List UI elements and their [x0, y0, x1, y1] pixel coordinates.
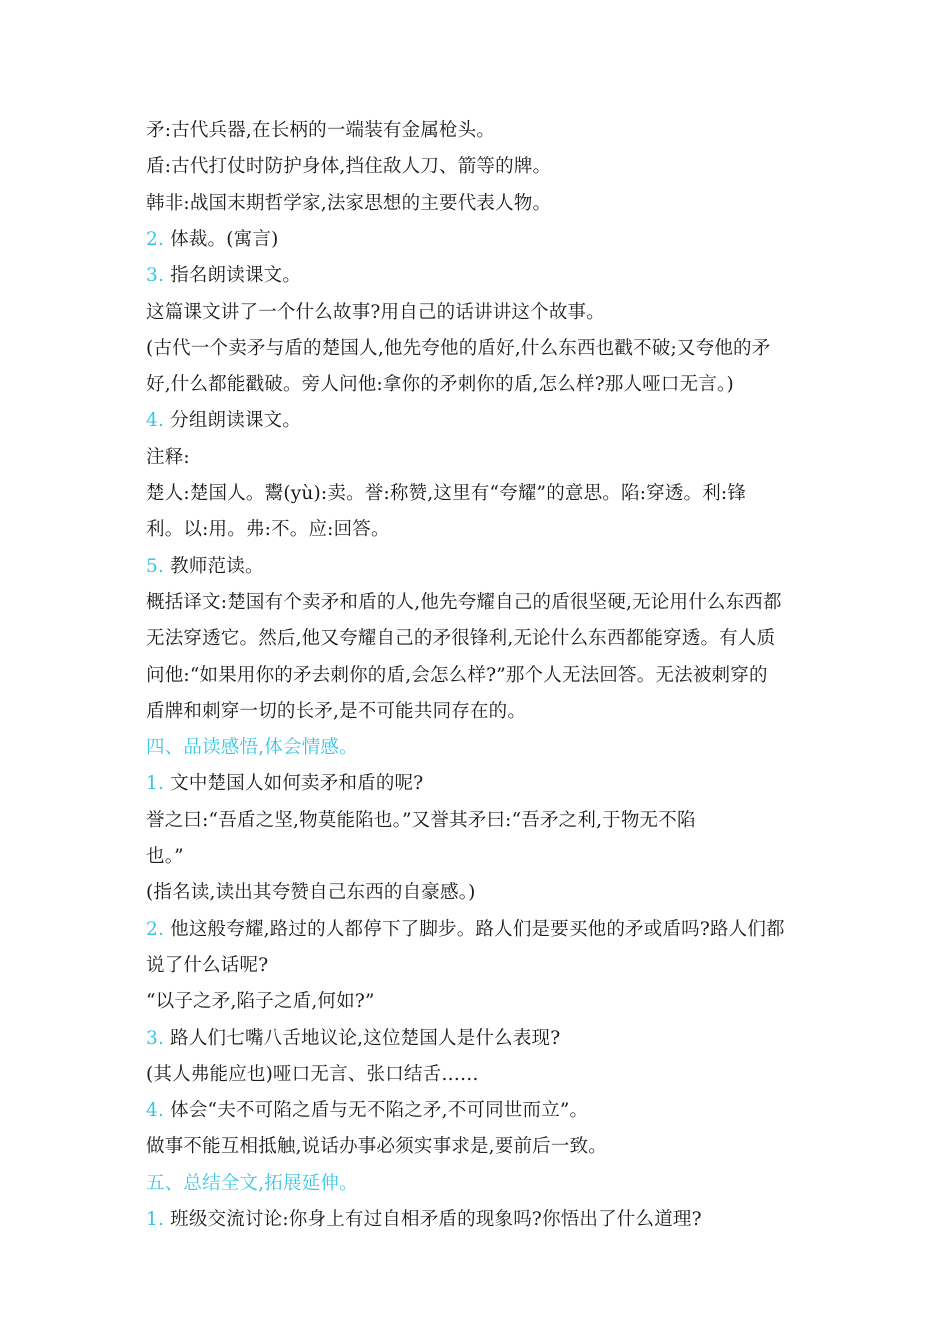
line-text: 体会“夫不可陷之盾与无不陷之矛,不可同世而立”。 [170, 1100, 589, 1121]
text-line [146, 482, 746, 506]
text-line [146, 301, 605, 325]
line-text: 分组朗读课文。 [170, 410, 302, 431]
text-line [146, 119, 495, 143]
line-text: 誉之曰:“吾盾之坚,物莫能陷也。”又誉其矛曰:“吾矛之利,于物无不陷 [146, 810, 696, 831]
line-text: 楚人:楚国人。鬻(yù):卖。誉:称赞,这里有“夸耀”的意思。陷:穿透。利:锋 [146, 483, 747, 504]
item-number: 2. [146, 919, 165, 940]
text-line [146, 228, 279, 252]
text-line [146, 518, 390, 542]
item-number: 1. [146, 1209, 165, 1230]
line-text: 概括译文:楚国有个卖矛和盾的人,他先夸耀自己的盾很坚硬,无论用什么东西都 [146, 592, 782, 613]
line-text: 好,什么都能戳破。旁人问他:拿你的矛刺你的盾,怎么样?那人哑口无言。) [146, 374, 734, 395]
text-line [146, 1063, 479, 1087]
text-line [146, 1208, 702, 1232]
line-text: 问他:“如果用你的矛去刺你的盾,会怎么样?”那个人无法回答。无法被刺穿的 [146, 665, 768, 686]
text-line [146, 918, 785, 942]
text-line [146, 990, 375, 1014]
line-text: 也。” [146, 846, 184, 867]
line-text: 文中楚国人如何卖矛和盾的呢? [170, 773, 424, 794]
line-text: 班级交流讨论:你身上有过自相矛盾的现象吗?你悟出了什么道理? [170, 1209, 702, 1230]
item-number: 4. [146, 410, 165, 431]
line-text: 盾:古代打仗时防护身体,挡住敌人刀、箭等的牌。 [146, 156, 552, 177]
text-line [146, 845, 184, 869]
text-line [146, 1099, 588, 1123]
text-line [146, 664, 768, 688]
line-text: 矛:古代兵器,在长柄的一端装有金属枪头。 [146, 120, 496, 141]
text-line [146, 337, 770, 361]
line-text: 盾牌和刺穿一切的长矛,是不可能共同存在的。 [146, 701, 527, 722]
line-text: “以子之矛,陷子之盾,何如?” [146, 991, 375, 1012]
item-number: 5. [146, 556, 165, 577]
text-line [146, 809, 696, 833]
line-text: 无法穿透它。然后,他又夸耀自己的矛很锋利,无论什么东西都能穿透。有人质 [146, 628, 776, 649]
line-text: 利。以:用。弗:不。应:回答。 [146, 519, 390, 540]
line-text: (其人弗能应也)哑口无言、张口结舌…… [146, 1064, 479, 1085]
text-line [146, 1027, 560, 1051]
line-text: 说了什么话呢? [146, 955, 269, 976]
item-number: 3. [146, 265, 165, 286]
item-number: 1. [146, 773, 165, 794]
line-text: 这篇课文讲了一个什么故事?用自己的话讲讲这个故事。 [146, 302, 605, 323]
text-line [146, 627, 775, 651]
text-line [146, 591, 782, 615]
text-line [146, 555, 264, 579]
text-line [146, 409, 301, 433]
text-line [146, 155, 551, 179]
line-text: 他这般夸耀,路过的人都停下了脚步。路人们是要买他的矛或盾吗?路人们都 [170, 919, 785, 940]
line-text: 教师范读。 [170, 556, 264, 577]
text-line [146, 772, 423, 796]
text-line [146, 881, 476, 905]
section-heading [146, 1172, 358, 1196]
text-line [146, 446, 190, 470]
text-line [146, 700, 526, 724]
line-text: (古代一个卖矛与盾的楚国人,他先夸他的盾好,什么东西也戳不破;又夸他的矛 [146, 338, 771, 359]
section-heading [146, 736, 358, 760]
text-line [146, 264, 301, 288]
item-number: 4. [146, 1100, 165, 1121]
text-line [146, 192, 551, 216]
item-number: 3. [146, 1028, 165, 1049]
line-text: 路人们七嘴八舌地议论,这位楚国人是什么表现? [170, 1028, 561, 1049]
line-text: 体裁。(寓言) [170, 229, 279, 250]
line-text: 做事不能互相抵触,说话办事必须实事求是,要前后一致。 [146, 1136, 607, 1157]
section-heading-text: 四、品读感悟,体会情感。 [146, 737, 358, 758]
item-number: 2. [146, 229, 165, 250]
line-text: 韩非:战国末期哲学家,法家思想的主要代表人物。 [146, 193, 552, 214]
line-text: 指名朗读课文。 [170, 265, 302, 286]
line-text: 注释: [146, 447, 190, 468]
line-text: (指名读,读出其夸赞自己东西的自豪感。) [146, 882, 476, 903]
text-line [146, 373, 734, 397]
text-line [146, 954, 268, 978]
section-heading-text: 五、总结全文,拓展延伸。 [146, 1173, 358, 1194]
text-line [146, 1135, 607, 1159]
